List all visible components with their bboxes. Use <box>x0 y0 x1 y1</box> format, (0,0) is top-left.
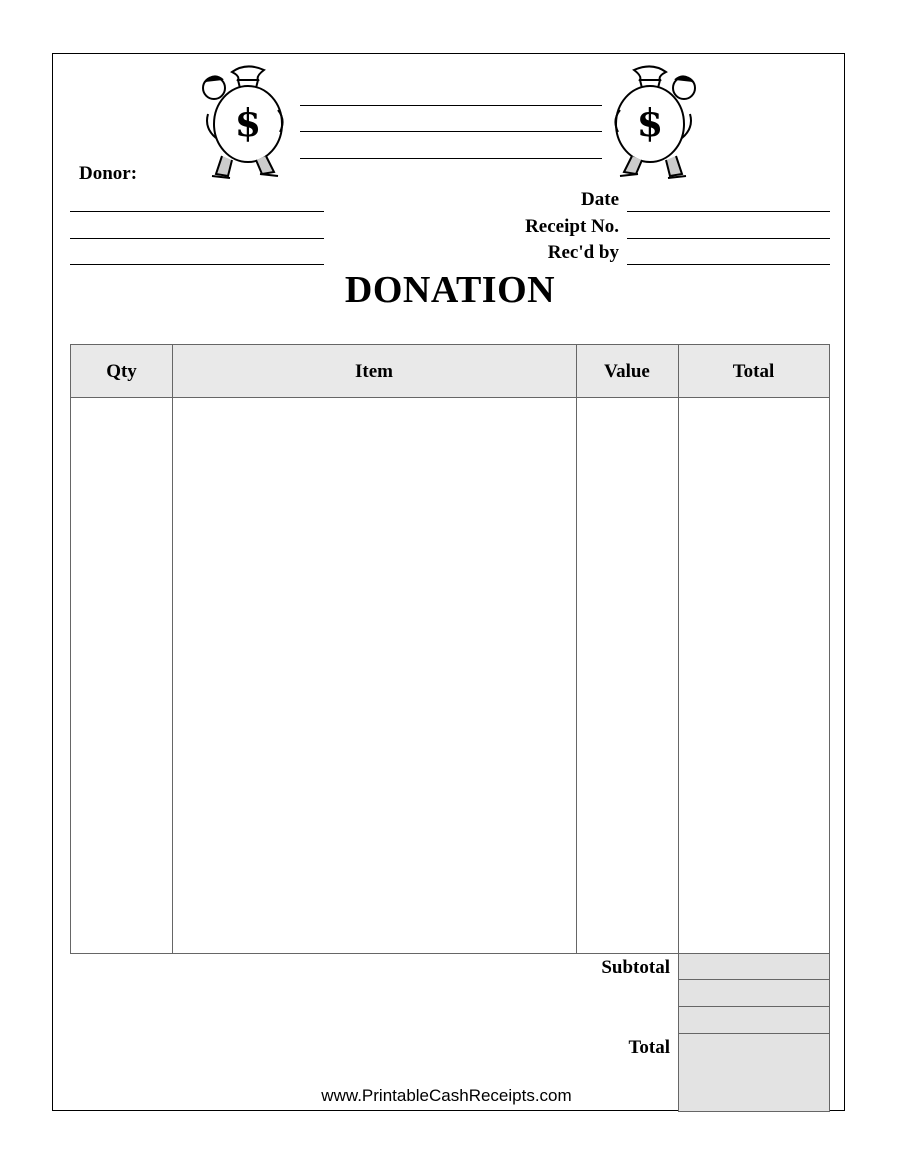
summary-field-3[interactable] <box>678 1006 830 1034</box>
qty-cell[interactable] <box>71 398 172 953</box>
items-table <box>70 344 830 954</box>
recd-by-label: Rec'd by <box>547 242 619 263</box>
column-header-value: Value <box>604 361 650 382</box>
summary-field-2[interactable] <box>678 979 830 1007</box>
date-label: Date <box>581 189 619 210</box>
svg-text:$: $ <box>636 100 664 145</box>
receipt-no-line[interactable] <box>627 238 830 239</box>
item-cell[interactable] <box>173 398 576 953</box>
money-bag-man-right-icon <box>610 62 702 182</box>
column-header-total: Total <box>732 361 775 382</box>
donor-line-1[interactable] <box>70 211 324 212</box>
value-cell[interactable] <box>577 398 678 953</box>
receipt-no-label: Receipt No. <box>525 216 619 237</box>
recd-by-line[interactable] <box>627 264 830 265</box>
page-title: DONATION <box>344 269 556 311</box>
svg-text:$: $ <box>234 100 262 145</box>
subtotal-label: Subtotal <box>601 957 670 978</box>
donor-label: Donor: <box>79 163 138 184</box>
money-bag-man-left-icon <box>196 62 288 182</box>
column-header-qty: Qty <box>106 361 137 382</box>
org-line-2[interactable] <box>300 131 602 132</box>
donor-line-3[interactable] <box>70 264 324 265</box>
date-line[interactable] <box>627 211 830 212</box>
total-label: Total <box>628 1037 670 1058</box>
org-line-1[interactable] <box>300 105 602 106</box>
org-line-3[interactable] <box>300 158 602 159</box>
footer-url[interactable]: www.PrintableCashReceipts.com <box>321 1086 572 1105</box>
subtotal-field[interactable] <box>678 953 830 980</box>
column-header-item: Item <box>355 361 393 382</box>
total-cell[interactable] <box>679 398 829 953</box>
donor-line-2[interactable] <box>70 238 324 239</box>
